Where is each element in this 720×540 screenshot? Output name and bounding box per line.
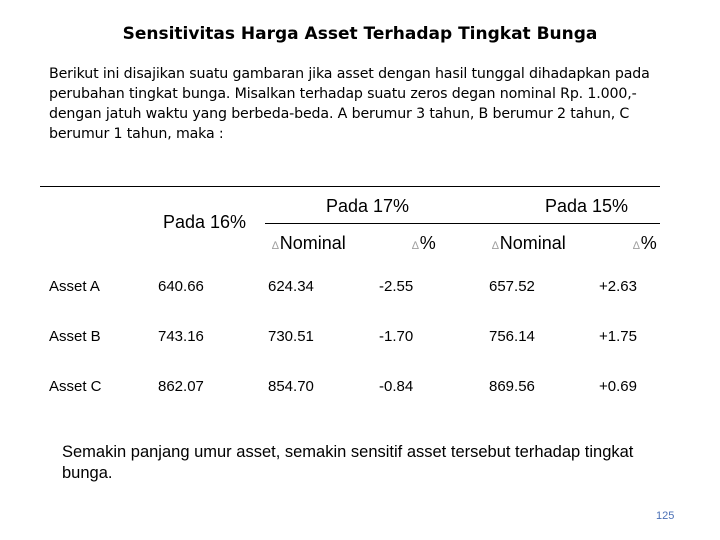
cell-pct-17: -2.55 xyxy=(379,278,414,295)
header-pada-17: Pada 17% xyxy=(326,196,410,216)
intro-paragraph: Berikut ini disajikan suatu gambaran jika asset dengan hasil tunggal dihadapkan pada perubahan tingkat bunga. Misalkan terhadap suatu zeros degan nominal Rp. 1.000,- dengan jatuh waktu yang berbeda-beda. A berumur 3 tahun, B berumur 2 tahun, C berumur 1 tahun, maka : xyxy=(49,66,650,142)
header-pada-15: Pada 15% xyxy=(545,196,629,216)
row-label: Asset B xyxy=(49,328,101,345)
cell-p16: 862.07 xyxy=(158,378,204,395)
cell-pct-17: -0.84 xyxy=(379,378,414,395)
cell-p16: 743.16 xyxy=(158,328,204,345)
delta-icon: ∆ xyxy=(412,240,419,252)
cell-nominal-17: 624.34 xyxy=(268,278,314,295)
page-number: 125 xyxy=(656,510,675,522)
cell-nominal-17: 730.51 xyxy=(268,328,314,345)
subheader-pct-15: ∆% xyxy=(633,233,657,253)
header-pada-16: Pada 16% xyxy=(163,212,247,232)
table-group-rule xyxy=(265,223,660,224)
subheader-nominal-15: ∆Nominal xyxy=(492,233,566,253)
cell-pct-15: +0.69 xyxy=(599,378,637,395)
cell-pct-17: -1.70 xyxy=(379,328,414,345)
delta-icon: ∆ xyxy=(272,240,279,252)
delta-icon: ∆ xyxy=(633,240,640,252)
subheader-pct-17: ∆% xyxy=(412,233,436,253)
subheader-nominal-17: ∆Nominal xyxy=(272,233,346,253)
cell-pct-15: +2.63 xyxy=(599,278,637,295)
cell-p16: 640.66 xyxy=(158,278,204,295)
cell-nominal-15: 657.52 xyxy=(489,278,535,295)
row-label: Asset C xyxy=(49,378,102,395)
conclusion-text: Semakin panjang umur asset, semakin sensitif asset tersebut terhadap tingkat bunga. xyxy=(62,443,634,482)
cell-nominal-17: 854.70 xyxy=(268,378,314,395)
slide-title: Sensitivitas Harga Asset Terhadap Tingkat Bunga xyxy=(122,24,598,44)
cell-nominal-15: 756.14 xyxy=(489,328,535,345)
cell-pct-15: +1.75 xyxy=(599,328,637,345)
cell-nominal-15: 869.56 xyxy=(489,378,535,395)
table-top-rule xyxy=(40,186,660,187)
delta-icon: ∆ xyxy=(492,240,499,252)
row-label: Asset A xyxy=(49,278,100,295)
